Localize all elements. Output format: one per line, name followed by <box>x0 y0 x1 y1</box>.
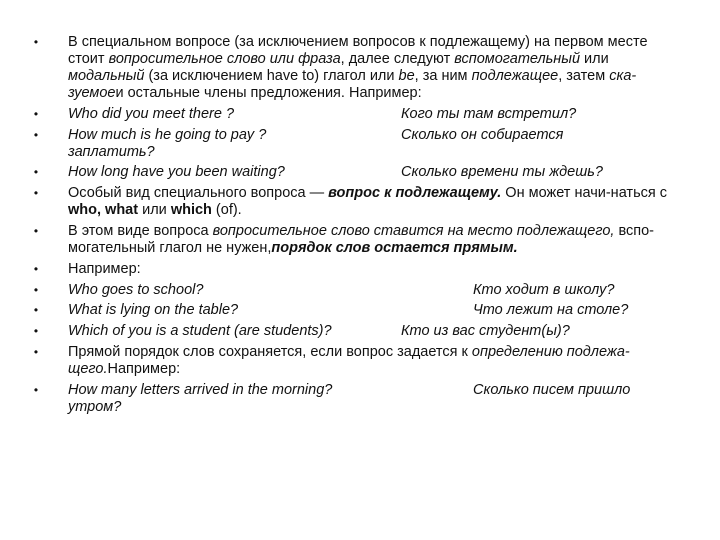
bullet-icon: • <box>33 324 39 339</box>
example-english: How many letters arrived in the morning? <box>68 381 333 398</box>
example-russian-cont: заплатить? <box>68 143 155 160</box>
text-run: , за ним <box>414 68 472 84</box>
text-run: вопрос к подлежащему. <box>328 185 502 202</box>
example-russian: Кто из вас студент(ы)? <box>401 323 570 340</box>
list-item <box>32 34 682 102</box>
example-row <box>68 282 682 299</box>
bullet-icon: • <box>33 35 39 49</box>
text-run: или <box>580 51 609 67</box>
text-run: Он может начи-наться с <box>501 185 668 202</box>
text-run: (of). <box>211 202 242 219</box>
text-run: В специальном вопросе (за исключением вопросов к подлежащему) на первом месте стоит <box>68 34 648 67</box>
bullet-icon: • <box>33 165 39 180</box>
example-english-cont: утром? <box>68 398 122 415</box>
list-item <box>32 106 682 123</box>
example-english: Which of you is a student (are students)? <box>68 323 332 340</box>
text-run: вопросительное слово или фраза <box>108 51 341 67</box>
bullet-icon: • <box>33 382 39 397</box>
list-item <box>32 185 682 219</box>
text-run: Например: <box>107 360 181 377</box>
bullet-list <box>32 34 682 420</box>
list-item <box>32 223 682 257</box>
text-run: , далее следуют <box>340 51 455 67</box>
text-run: Прямой порядок слов сохраняется, если вопрос задается к <box>68 343 472 360</box>
text-run: which <box>170 202 212 219</box>
bullet-icon: • <box>33 106 39 121</box>
text-run: вопросительное слово ставится на место подлежащего, <box>212 222 615 239</box>
example-english: How much is he going to pay ? <box>68 126 267 143</box>
list-item <box>32 282 682 299</box>
bullet-icon: • <box>33 344 39 359</box>
bullet-icon: • <box>33 261 39 276</box>
example-russian: Сколько писем пришло <box>473 381 631 398</box>
example-russian: Сколько он собирается <box>401 126 564 143</box>
list-item <box>32 302 682 319</box>
text-run: и остальные члены предложения. Например: <box>115 85 422 101</box>
bullet-icon: • <box>33 186 39 201</box>
text-run: или <box>138 202 171 219</box>
example-row <box>68 127 682 144</box>
bullet-icon: • <box>33 282 39 297</box>
example-english: How long have you been waiting? <box>68 164 285 181</box>
text-run: вспомогательный <box>454 51 581 67</box>
text-run: модальный <box>68 68 145 84</box>
list-item <box>32 164 682 181</box>
text-run: Например: <box>68 260 141 277</box>
text-run: подлежащее <box>471 68 559 84</box>
example-english: What is lying on the table? <box>68 302 239 319</box>
example-english: Who did you meet there ? <box>68 105 235 122</box>
text-run: , затем <box>558 68 610 84</box>
example-russian: Сколько времени ты ждешь? <box>401 164 603 181</box>
text-run: Особый вид специального вопроса — <box>68 185 329 202</box>
example-row <box>68 302 682 319</box>
example-row <box>68 382 682 399</box>
text-run: ска-зуемое <box>68 68 637 101</box>
bullet-icon: • <box>33 303 39 318</box>
list-item <box>32 382 682 416</box>
example-row <box>68 323 682 340</box>
list-item <box>32 344 682 378</box>
example-russian: Кто ходит в школу? <box>473 281 615 298</box>
list-item <box>32 127 682 161</box>
text-run: вспо-могательный глагол не нужен, <box>68 222 654 256</box>
text-run: be <box>398 68 415 84</box>
bullet-icon: • <box>33 223 39 238</box>
text-run: определению подлежа-щего. <box>68 343 630 377</box>
example-russian: Кого ты там встретил? <box>401 105 577 122</box>
bullet-icon: • <box>33 127 39 142</box>
example-russian: Что лежит на столе? <box>473 302 629 319</box>
example-row <box>68 164 682 181</box>
example-english: Who goes to school? <box>68 281 204 298</box>
example-row <box>68 106 682 123</box>
text-run: who, what <box>68 202 139 219</box>
text-run: порядок слов остается прямым. <box>271 239 518 256</box>
text-run: (за исключением have to) глагол или <box>144 68 399 84</box>
text-run: В этом виде вопроса <box>68 222 213 239</box>
list-item <box>32 323 682 340</box>
list-item <box>32 261 682 278</box>
